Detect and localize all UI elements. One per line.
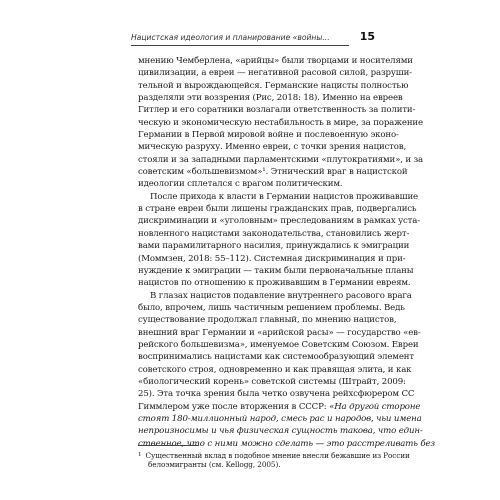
text-line: советским «большевизмом»¹. Этнический враг в нацистской [138, 167, 408, 178]
text-line: дискриминации и «уголовным» преследованиям в рамках уста- [138, 216, 421, 227]
header-rule [131, 45, 349, 46]
text-line: ческую и экономическую нестабильность в мире, за поражение [138, 117, 423, 128]
text-line: существование продолжал главный, по мнению нацистов, [138, 315, 397, 326]
quote-line [138, 413, 422, 425]
text-line-part: Гиммлером уже после вторжения в СССР: « [138, 401, 335, 412]
text-line: новленного нацистами законодательства, становились жерт- [138, 228, 410, 239]
text-line: вами парамилитарного насилия, принуждались к эмиграции [138, 241, 410, 252]
text-line: разделяли эти воззрения (Рис, 2018: 18). Именно на евреев [138, 93, 403, 104]
quote-line [138, 438, 435, 450]
quote-text: стоят 180-миллионный народ, смесь рас и народов, чьи имена [138, 413, 422, 424]
footnote-text: Существенный вклад в подобное мнение внесли бежавшие из России [145, 451, 410, 460]
text-line: 25). Эта точка зрения была четко озвучена рейхсфюрером СС [138, 389, 415, 400]
text-line: Германии в Первой мировой войне и послевоенную эконо- [138, 130, 399, 141]
text-line: воспринимались нацистами как системообразующий элемент [138, 352, 414, 363]
text-line: нацистов по отношению к проживавшим в Германии евреям. [138, 278, 411, 289]
quote-line [138, 425, 423, 437]
text-line: было, впрочем, лишь частичным решением проблемы. Ведь [138, 302, 405, 313]
text-line: тельной и вырождающейся. Германские нацисты полностью [138, 80, 409, 91]
quote-text: непроизносимы и чья физическая сущность такова, что един- [138, 426, 423, 437]
footnote-rule [138, 445, 198, 446]
paragraph-first-line: В глазах нацистов подавление внутреннего расового врага [150, 290, 412, 301]
running-title: Нацистская идеология и планирование «войны... [131, 33, 330, 42]
text-line: внешний враг Германии и «арийской расы» — государство «ев- [138, 327, 421, 338]
text-line: Гитлер и его соратники возлагали ответственность за полити- [138, 105, 416, 116]
quote-start: На другой стороне [334, 401, 421, 412]
footnote [138, 450, 410, 470]
page-header [131, 30, 379, 47]
text-line: советского строя, одновременно и как правящая элита, и как [138, 364, 412, 375]
text-line: рейского большевизма», именуемое Советским Союзом. Евреи [138, 339, 419, 350]
text-line: стояли и за западными парламентскими «плутократиями», и за [138, 154, 424, 165]
body-text [138, 55, 435, 450]
text-line: (Моммзен, 2018: 55–112). Системная дискриминация и при- [138, 253, 406, 264]
footnote-line [138, 450, 410, 460]
quote-text: ственное, что с ними можно сделать — это расстреливать без [138, 438, 435, 449]
text-line: мическую разруху. Именно евреи, с точки зрения нацистов, [138, 142, 407, 153]
footnote-marker: 1 [138, 452, 142, 458]
text-line: цивилизации, а евреи — негативной расовой силой, разруши- [138, 68, 412, 79]
text-line: в стране евреи были лишены гражданских прав, подвергались [138, 204, 417, 215]
text-line: идеологии сплетался с врагом политическим. [138, 179, 343, 190]
footnote-line: белоэмигранты (см. Kellogg, 2005). [148, 460, 281, 470]
page-number: 15 [359, 30, 375, 43]
text-line: нуждение к эмиграции — таким были первоначальные планы [138, 265, 414, 276]
text-line: «биологический корень» советской системы (Штрайт, 2009: [138, 376, 406, 387]
paragraph-first-line: После прихода к власти в Германии нацистов проживавшие [150, 191, 418, 202]
text-line [138, 401, 421, 413]
text-line: мнению Чемберлена, «арийцы» были творцами и носителями [138, 56, 413, 66]
